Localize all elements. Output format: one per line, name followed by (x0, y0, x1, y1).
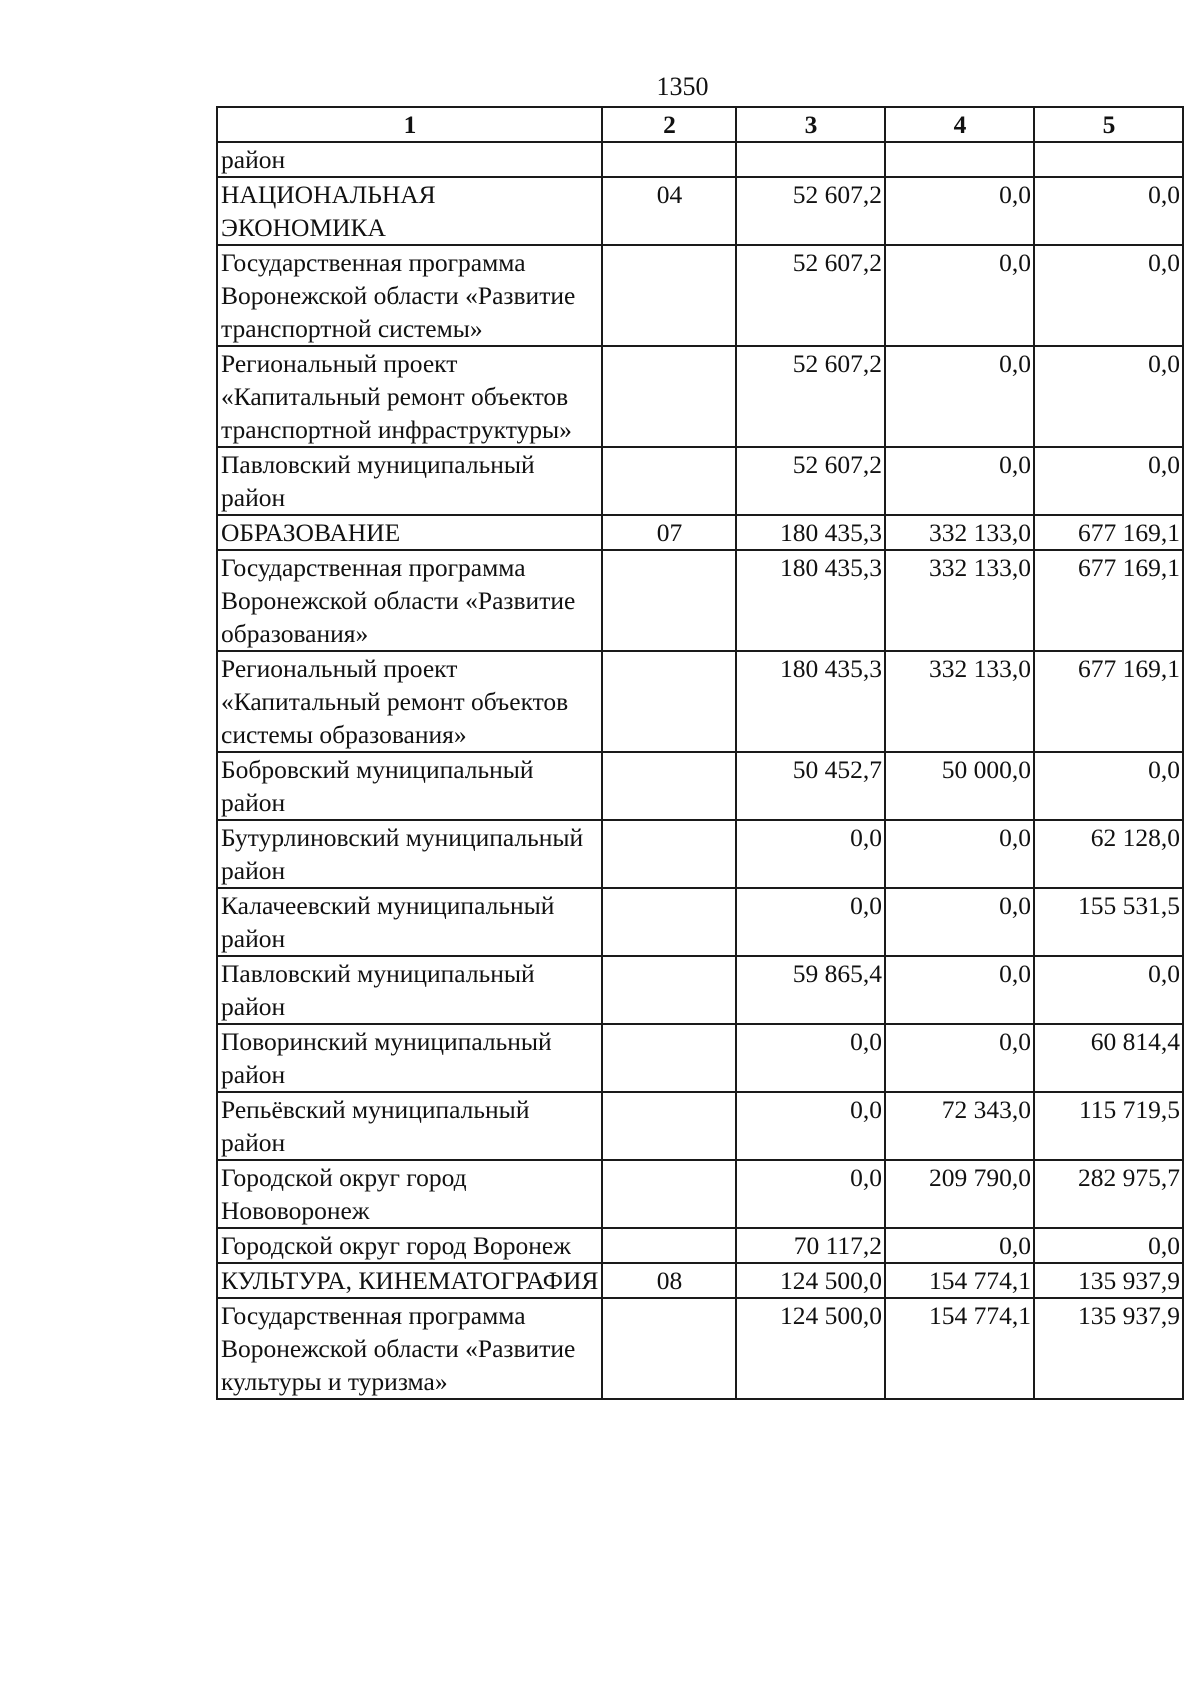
value-col3-cell: 52 607,2 (736, 177, 885, 245)
column-header-1: 1 (217, 107, 602, 142)
section-code-cell: 04 (602, 177, 736, 245)
table-row (217, 651, 1183, 752)
value-col3-cell: 70 117,2 (736, 1228, 885, 1263)
column-header-5: 5 (1034, 107, 1183, 142)
value-col4-cell: 154 774,1 (885, 1263, 1034, 1298)
value-col3-cell: 124 500,0 (736, 1263, 885, 1298)
section-code-cell: 08 (602, 1263, 736, 1298)
section-code-cell (602, 1092, 736, 1160)
value-col4-cell: 332 133,0 (885, 651, 1034, 752)
section-code-cell (602, 142, 736, 177)
column-header-4: 4 (885, 107, 1034, 142)
value-col3-cell: 0,0 (736, 1024, 885, 1092)
value-col5-cell: 155 531,5 (1034, 888, 1183, 956)
row-name-cell: Павловский муниципальный район (217, 447, 602, 515)
value-col3-cell: 52 607,2 (736, 346, 885, 447)
value-col5-cell: 0,0 (1034, 752, 1183, 820)
row-name-cell: Городской округ город Нововоронеж (217, 1160, 602, 1228)
value-col5-cell: 135 937,9 (1034, 1298, 1183, 1399)
table-body (217, 142, 1183, 1399)
table-row (217, 1024, 1183, 1092)
value-col3-cell: 180 435,3 (736, 651, 885, 752)
table-row (217, 1092, 1183, 1160)
value-col5-cell: 0,0 (1034, 346, 1183, 447)
value-col3-cell: 180 435,3 (736, 550, 885, 651)
table-row (217, 142, 1183, 177)
value-col3-cell: 50 452,7 (736, 752, 885, 820)
table-row (217, 1263, 1183, 1298)
row-name-cell: Павловский муниципальный район (217, 956, 602, 1024)
value-col5-cell: 0,0 (1034, 447, 1183, 515)
section-code-cell (602, 820, 736, 888)
column-header-3: 3 (736, 107, 885, 142)
table-row (217, 956, 1183, 1024)
section-code-cell (602, 888, 736, 956)
section-code-cell (602, 245, 736, 346)
section-code-cell (602, 956, 736, 1024)
value-col5-cell: 62 128,0 (1034, 820, 1183, 888)
value-col4-cell (885, 142, 1034, 177)
row-name-cell: ОБРАЗОВАНИЕ (217, 515, 602, 550)
row-name-cell: Региональный проект «Капитальный ремонт объектов транспортной инфраструктуры» (217, 346, 602, 447)
value-col3-cell: 52 607,2 (736, 245, 885, 346)
header-row (217, 107, 1183, 142)
section-code-cell: 07 (602, 515, 736, 550)
value-col5-cell: 115 719,5 (1034, 1092, 1183, 1160)
value-col4-cell: 72 343,0 (885, 1092, 1034, 1160)
value-col5-cell: 135 937,9 (1034, 1263, 1183, 1298)
value-col5-cell: 677 169,1 (1034, 515, 1183, 550)
value-col3-cell: 0,0 (736, 820, 885, 888)
value-col4-cell: 154 774,1 (885, 1298, 1034, 1399)
value-col4-cell: 332 133,0 (885, 550, 1034, 651)
column-header-2: 2 (602, 107, 736, 142)
value-col4-cell: 0,0 (885, 346, 1034, 447)
row-name-cell: Поворинский муниципальный район (217, 1024, 602, 1092)
row-name-cell: КУЛЬТУРА, КИНЕМАТОГРАФИЯ (217, 1263, 602, 1298)
section-code-cell (602, 1298, 736, 1399)
row-name-cell: Калачеевский муниципальный район (217, 888, 602, 956)
value-col3-cell: 0,0 (736, 1092, 885, 1160)
row-name-cell: район (217, 142, 602, 177)
value-col5-cell (1034, 142, 1183, 177)
value-col4-cell: 209 790,0 (885, 1160, 1034, 1228)
row-name-cell: Государственная программа Воронежской области «Развитие культуры и туризма» (217, 1298, 602, 1399)
table-row (217, 550, 1183, 651)
value-col4-cell: 332 133,0 (885, 515, 1034, 550)
table-row (217, 1160, 1183, 1228)
value-col3-cell: 59 865,4 (736, 956, 885, 1024)
value-col3-cell: 180 435,3 (736, 515, 885, 550)
table-row (217, 177, 1183, 245)
section-code-cell (602, 752, 736, 820)
row-name-cell: Региональный проект «Капитальный ремонт объектов системы образования» (217, 651, 602, 752)
row-name-cell: Бутурлиновский муниципальный район (217, 820, 602, 888)
value-col5-cell: 677 169,1 (1034, 550, 1183, 651)
value-col3-cell: 124 500,0 (736, 1298, 885, 1399)
table-row (217, 1298, 1183, 1399)
table-row (217, 752, 1183, 820)
section-code-cell (602, 447, 736, 515)
row-name-cell: Бобровский муниципальный район (217, 752, 602, 820)
value-col4-cell: 0,0 (885, 888, 1034, 956)
value-col3-cell: 52 607,2 (736, 447, 885, 515)
value-col5-cell: 0,0 (1034, 956, 1183, 1024)
value-col5-cell: 0,0 (1034, 245, 1183, 346)
value-col4-cell: 0,0 (885, 245, 1034, 346)
value-col3-cell: 0,0 (736, 888, 885, 956)
value-col5-cell: 0,0 (1034, 1228, 1183, 1263)
table-row (217, 346, 1183, 447)
budget-table (216, 106, 1184, 1400)
section-code-cell (602, 651, 736, 752)
table-row (217, 820, 1183, 888)
section-code-cell (602, 1160, 736, 1228)
table-row (217, 1228, 1183, 1263)
row-name-cell: Репьёвский муниципальный район (217, 1092, 602, 1160)
table-row (217, 245, 1183, 346)
value-col4-cell: 50 000,0 (885, 752, 1034, 820)
value-col4-cell: 0,0 (885, 956, 1034, 1024)
value-col5-cell: 0,0 (1034, 177, 1183, 245)
value-col4-cell: 0,0 (885, 177, 1034, 245)
row-name-cell: Государственная программа Воронежской области «Развитие транспортной системы» (217, 245, 602, 346)
table-row (217, 888, 1183, 956)
section-code-cell (602, 1024, 736, 1092)
value-col4-cell: 0,0 (885, 447, 1034, 515)
value-col3-cell: 0,0 (736, 1160, 885, 1228)
value-col5-cell: 282 975,7 (1034, 1160, 1183, 1228)
section-code-cell (602, 1228, 736, 1263)
row-name-cell: Государственная программа Воронежской области «Развитие образования» (217, 550, 602, 651)
value-col3-cell (736, 142, 885, 177)
value-col5-cell: 677 169,1 (1034, 651, 1183, 752)
row-name-cell: НАЦИОНАЛЬНАЯ ЭКОНОМИКА (217, 177, 602, 245)
section-code-cell (602, 346, 736, 447)
page-number: 1350 (656, 72, 709, 101)
section-code-cell (602, 550, 736, 651)
value-col4-cell: 0,0 (885, 1228, 1034, 1263)
table-row (217, 515, 1183, 550)
value-col4-cell: 0,0 (885, 1024, 1034, 1092)
value-col4-cell: 0,0 (885, 820, 1034, 888)
table-row (217, 447, 1183, 515)
value-col5-cell: 60 814,4 (1034, 1024, 1183, 1092)
row-name-cell: Городской округ город Воронеж (217, 1228, 602, 1263)
